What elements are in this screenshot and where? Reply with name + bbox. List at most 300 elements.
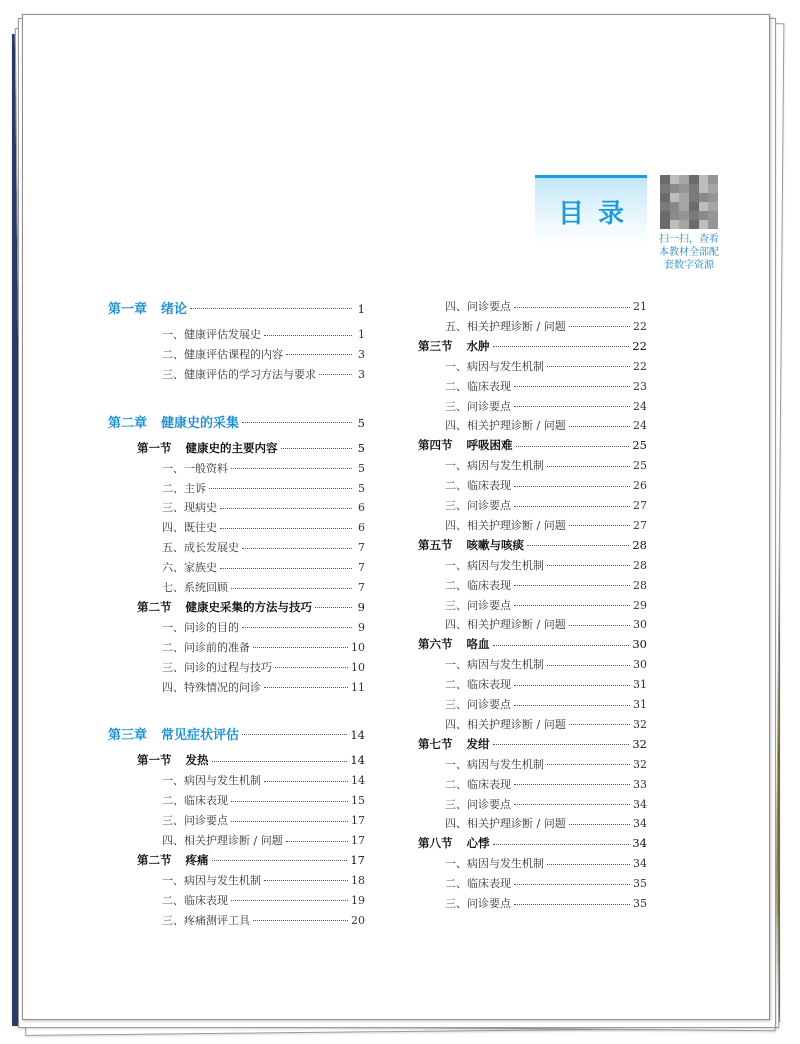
toc-title: 四、相关护理诊断 / 问题 [445,817,566,831]
toc-item[interactable] [445,318,647,334]
leader-dots [231,588,352,589]
toc-label [162,792,228,808]
leader-dots [514,585,630,586]
toc-title: 三、问诊要点 [445,399,511,413]
toc-title: 四、问诊要点 [445,300,511,313]
page-number: 21 [633,300,647,313]
page-number: 14 [350,753,365,768]
toc-label [108,412,239,431]
toc-item[interactable] [162,832,365,848]
leader-dots [569,525,630,526]
toc-title: 三、问诊要点 [445,897,511,910]
page-number: 6 [358,521,365,535]
toc-item[interactable] [445,398,647,414]
page-number: 5 [358,481,365,495]
toc-title: 二、临床表现 [445,379,511,393]
leader-dots [209,488,352,489]
leader-dots [547,864,630,865]
leader-dots [231,468,352,469]
toc-item[interactable] [162,892,365,908]
page-number: 22 [632,338,647,353]
toc-number: 第三章 [108,728,148,744]
toc-item[interactable] [162,480,365,496]
toc-title: 四、相关护理诊断 / 问题 [445,419,566,433]
toc-label [162,460,228,476]
toc-item[interactable] [445,756,647,772]
toc-number: 第二章 [108,415,148,431]
toc-label [162,812,228,828]
toc-title: 五、相关护理诊断 / 问题 [445,319,566,333]
toc-title: 二、临床表现 [445,678,511,692]
page-number: 24 [633,399,647,413]
toc-title: 健康史的采集 [161,415,240,431]
leader-dots [264,335,352,336]
toc-title: 疼痛 [185,852,209,867]
toc-title: 三、现病史 [162,501,217,515]
toc-section[interactable] [137,599,365,615]
toc-label [162,892,228,908]
page-number: 20 [351,913,365,927]
toc-label [162,639,250,655]
leader-dots [286,354,352,355]
leader-dots [264,781,348,782]
leader-dots [190,308,352,309]
page-number: 30 [632,637,647,652]
leader-dots [514,784,630,785]
toc-item[interactable] [445,656,647,672]
leader-dots [547,366,630,367]
toc-title: 健康史采集的方法与技巧 [185,599,312,614]
page-number: 30 [633,658,647,672]
toc-label [162,772,261,788]
page-number: 11 [351,680,365,694]
page-number: 10 [351,640,365,654]
leader-dots [242,422,352,423]
toc-title: 四、特殊情况的问诊 [162,680,261,694]
toc-page [22,14,770,1020]
toc-item[interactable] [445,378,647,394]
toc-title: 二、主诉 [162,481,206,495]
toc-item[interactable] [445,875,647,891]
toc-label [445,477,511,493]
leader-dots [547,665,630,666]
toc-title: 一、病因与发生机制 [445,459,544,473]
toc-chapter[interactable] [108,724,365,743]
page-number: 33 [633,777,647,791]
toc-label [162,346,283,362]
toc-title: 水肿 [466,338,490,353]
toc-section[interactable] [418,835,647,851]
toc-label [162,480,206,496]
page-number: 17 [350,852,365,867]
leader-dots [281,448,353,449]
page-number: 5 [358,461,365,475]
toc-section[interactable] [418,537,647,553]
toc-item[interactable] [445,597,647,613]
toc-item[interactable] [162,499,365,515]
page-number: 27 [633,518,647,532]
toc-section[interactable] [418,736,647,752]
toc-item[interactable] [162,326,365,342]
toc-label [445,398,511,414]
toc-title: 四、相关护理诊断 / 问题 [445,518,566,532]
toc-label [108,298,187,317]
toc-chapter[interactable] [108,298,365,317]
toc-title: 三、健康评估的学习方法与要求 [162,367,316,381]
toc-label [445,855,544,871]
toc-label [162,326,261,342]
toc-title: 二、临床表现 [445,777,511,791]
toc-item[interactable] [162,619,365,635]
toc-item[interactable] [445,716,647,732]
leader-dots [242,627,352,628]
leader-dots [514,406,630,407]
page-number: 17 [351,814,365,828]
toc-label [445,756,544,772]
page-number: 30 [633,618,647,632]
toc-item[interactable] [162,366,365,382]
toc-label [445,875,511,891]
toc-number: 第五节 [418,537,453,552]
toc-item[interactable] [162,912,365,928]
toc-label [162,539,239,555]
leader-dots [514,307,630,308]
leader-dots [212,761,348,762]
toc-title: 发热 [185,753,209,768]
toc-title: 四、相关护理诊断 / 问题 [162,834,283,847]
toc-title: 三、问诊要点 [445,698,511,711]
page-number: 31 [633,698,647,711]
toc-label [162,366,316,382]
toc-label [162,679,261,695]
leader-dots [275,667,348,668]
toc-item[interactable] [445,417,647,433]
toc-title: 绪论 [161,302,188,317]
toc-title: 呼吸困难 [466,438,513,453]
toc-item[interactable] [445,457,647,473]
toc-label [445,497,511,513]
toc-item[interactable] [445,676,647,692]
toc-item[interactable] [445,616,647,632]
toc-title: 三、疼痛测评工具 [162,913,250,927]
leader-dots [315,607,352,608]
page-number: 31 [633,678,647,692]
toc-item[interactable] [445,895,647,911]
toc-item[interactable] [445,358,647,374]
toc-label [418,437,513,453]
page-number: 22 [633,319,647,333]
toc-number: 第二节 [137,599,172,614]
toc-label [137,440,278,456]
page-number: 10 [351,660,365,674]
leader-dots [514,506,630,507]
toc-title: 二、健康评估课程的内容 [162,347,283,361]
toc-title: 咯血 [466,637,490,652]
toc-title: 一、病因与发生机制 [445,757,544,771]
page-number: 25 [632,438,647,453]
toc-label [445,796,511,812]
toc-item[interactable] [445,855,647,871]
leader-dots [514,804,630,805]
toc-title: 四、相关护理诊断 / 问题 [445,618,566,632]
toc-item[interactable] [445,497,647,513]
toc-label [418,835,490,851]
page-number: 7 [358,581,365,594]
page-number: 7 [358,541,365,555]
page-number: 3 [358,347,365,361]
page-number: 19 [351,893,365,907]
page-number: 3 [358,367,365,381]
toc-section[interactable] [418,437,647,453]
toc-number: 第一节 [137,753,172,768]
leader-dots [231,821,348,822]
toc-item[interactable] [445,577,647,593]
toc-label [418,736,490,752]
toc-label [445,696,511,712]
toc-label [162,519,217,535]
qr-code-icon[interactable] [660,175,718,229]
qr-caption: 扫一扫，查看本教材全部配套数字资源 [659,234,719,271]
leader-dots [253,920,348,921]
leader-dots [493,346,630,347]
toc-title: 一、一般资料 [162,461,228,475]
toc-item[interactable] [445,557,647,573]
toc-title: 三、问诊要点 [445,499,511,512]
toc-label [418,636,490,652]
page-number: 1 [358,328,365,341]
toc-label [445,716,566,732]
toc-number: 第八节 [418,836,453,851]
leader-dots [514,386,630,387]
leader-dots [242,548,352,549]
toc-item[interactable] [162,772,365,788]
toc-section[interactable] [137,440,365,456]
toc-label [162,872,261,888]
toc-section[interactable] [418,636,647,652]
page-number: 1 [357,302,365,316]
page-number: 5 [357,440,365,455]
toc-label [162,559,217,575]
toc-title: 一、病因与发生机制 [445,558,544,572]
leader-dots [493,645,630,646]
toc-label [445,557,544,573]
toc-label [445,895,511,911]
page-number: 35 [633,897,647,910]
toc-item[interactable] [162,639,365,655]
page-number: 5 [357,415,365,430]
toc-title: 五、成长发展史 [162,541,239,555]
page-number: 14 [350,728,365,743]
toc-title: 三、问诊的过程与技巧 [162,660,272,674]
toc-title: 一、问诊的目的 [162,620,239,634]
toc-label [418,537,524,553]
leader-dots [569,426,630,427]
toc-title: 二、问诊前的准备 [162,640,250,654]
toc-label [445,656,544,672]
toc-label [445,597,511,613]
toc-title: 一、健康评估发展史 [162,328,261,341]
toc-item[interactable] [445,477,647,493]
toc-label [445,378,511,394]
page-number: 6 [358,501,365,515]
leader-dots [547,565,630,566]
page-number: 28 [632,537,647,552]
page-number: 22 [633,359,647,373]
toc-title: 心悸 [466,836,490,851]
toc-number: 第四节 [418,438,453,453]
toc-chapter[interactable] [108,412,365,431]
toc-title: 三、问诊要点 [445,598,511,612]
page-title: 目录 [557,199,638,229]
leader-dots [514,685,630,686]
toc-title: 二、临床表现 [162,893,228,907]
page-number: 9 [357,599,365,614]
toc-number: 第一章 [108,302,148,317]
toc-number: 第一节 [137,440,172,455]
toc-item[interactable] [162,579,365,595]
toc-item[interactable] [445,776,647,792]
toc-number: 第七节 [418,736,453,751]
toc-label [162,832,283,848]
page-number: 18 [351,873,365,887]
toc-item[interactable] [162,679,365,695]
leader-dots [231,801,348,802]
toc-title: 发绀 [466,736,490,751]
leader-dots [242,734,347,735]
toc-item[interactable] [445,815,647,831]
page-number: 28 [633,578,647,592]
toc-title: 七、系统回顾 [162,581,228,594]
leader-dots [569,625,630,626]
leader-dots [569,724,630,725]
toc-title: 四、相关护理诊断 / 问题 [445,717,566,731]
toc-label [445,358,544,374]
page-number: 14 [351,774,365,788]
toc-item[interactable] [162,792,365,808]
leader-dots [569,326,630,327]
toc-label [445,298,511,314]
leader-dots [493,744,630,745]
leader-dots [220,508,352,509]
toc-item[interactable] [445,517,647,533]
leader-dots [212,860,348,861]
page-number: 29 [633,598,647,612]
toc-title: 二、临床表现 [445,479,511,493]
toc-title: 健康史的主要内容 [185,440,278,455]
toc-number: 第三节 [418,338,453,353]
page-number: 32 [633,757,647,771]
leader-dots [220,568,352,569]
toc-title: 一、病因与发生机制 [445,359,544,373]
toc-title: 一、病因与发生机制 [162,774,261,788]
leader-dots [514,705,630,706]
toc-item[interactable] [162,659,365,675]
page-number: 7 [358,561,365,575]
toc-title: 六、家族史 [162,561,217,575]
leader-dots [514,904,630,905]
toc-title: 一、病因与发生机制 [445,658,544,672]
toc-item[interactable] [162,539,365,555]
toc-label [137,599,312,615]
toc-label [418,338,490,354]
toc-title: 二、临床表现 [162,794,228,808]
leader-dots [253,647,348,648]
toc-item[interactable] [162,872,365,888]
page-number: 25 [633,459,647,473]
leader-dots [527,545,629,546]
toc-item[interactable] [162,812,365,828]
toc-label [137,852,209,868]
toc-title: 一、病因与发生机制 [445,857,544,871]
page-number: 15 [351,794,365,808]
toc-section[interactable] [137,752,365,768]
leader-dots [493,844,630,845]
toc-title-box [535,175,647,245]
toc-title: 二、临床表现 [445,877,511,891]
toc-section[interactable] [418,338,647,354]
leader-dots [319,374,352,375]
toc-label [445,457,544,473]
leader-dots [286,841,348,842]
toc-label [445,318,566,334]
toc-label [108,724,239,743]
toc-label [445,417,566,433]
leader-dots [220,528,352,529]
leader-dots [514,486,630,487]
toc-title: 四、既往史 [162,521,217,535]
toc-item[interactable] [445,696,647,712]
leader-dots [516,446,630,447]
toc-item[interactable] [162,346,365,362]
toc-label [445,616,566,632]
leader-dots [547,764,630,765]
toc-item[interactable] [162,460,365,476]
toc-item[interactable] [162,519,365,535]
leader-dots [514,884,630,885]
page-number: 34 [633,857,647,871]
toc-title: 咳嗽与咳痰 [466,537,524,552]
toc-item[interactable] [162,559,365,575]
toc-title: 一、病因与发生机制 [162,873,261,887]
toc-title: 三、问诊要点 [445,797,511,811]
page-number: 34 [632,836,647,851]
toc-item[interactable] [445,796,647,812]
toc-label [445,577,511,593]
toc-label [162,659,272,675]
page-number: 32 [633,717,647,731]
toc-label [162,579,228,595]
leader-dots [569,824,630,825]
page-number: 24 [633,419,647,433]
leader-dots [264,880,348,881]
page-number: 26 [633,479,647,493]
leader-dots [231,900,348,901]
toc-title: 三、问诊要点 [162,814,228,828]
page-number: 23 [633,379,647,393]
toc-label [162,499,217,515]
toc-item[interactable] [445,298,647,314]
toc-label [162,619,239,635]
leader-dots [264,687,348,688]
page-number: 9 [358,620,365,634]
page-number: 32 [632,736,647,751]
leader-dots [547,466,630,467]
toc-label [445,676,511,692]
page-number: 35 [633,877,647,891]
toc-section[interactable] [137,852,365,868]
toc-label [137,752,209,768]
page-number: 34 [633,797,647,811]
